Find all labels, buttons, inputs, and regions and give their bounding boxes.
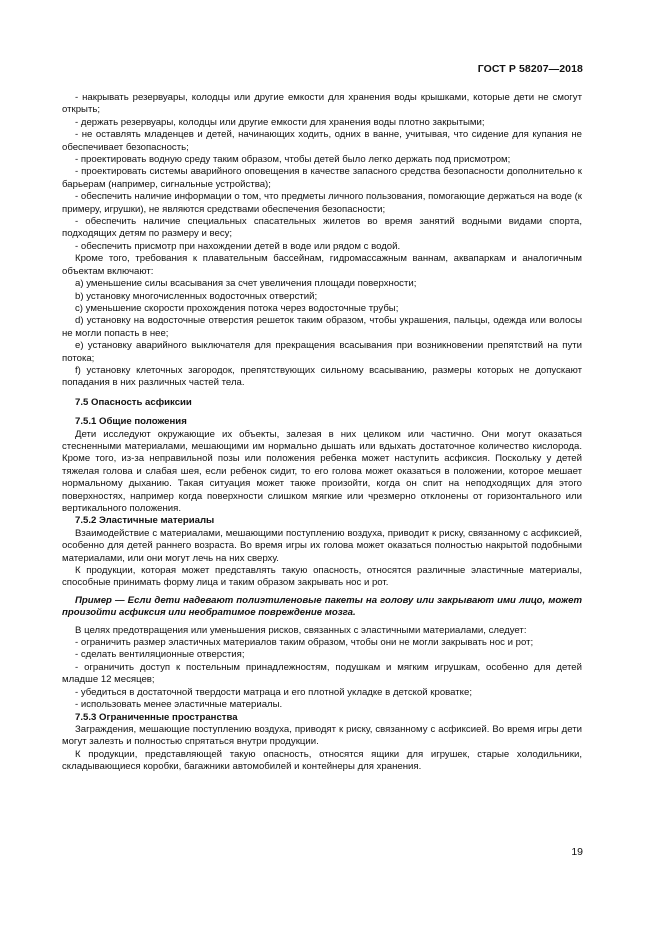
list-item: - обеспечить наличие информации о том, что предметы личного пользования, помогающие держаться на воде (к примеру, игрушки), не являются средствами обеспечения безопасности;	[62, 191, 582, 215]
paragraph: Дети исследуют окружающие их объекты, залезая в них целиком или частично. Они могут оказаться стесненными материалами, мешающими им нормально дышать или вдыхать достаточное количество кислорода. Кроме того, из-за неправильной позы или положения ребенка может наступить асфиксия. Поскольку у детей тяжелая голова и слабая шея, если ребенок сидит, то его голова может оказаться в положении, которое мешает нормальному дыханию. Такая ситуация может также произойти, когда он спит на неподходящих для этого поверхностях, например когда поверхности слишком мягкие или чрезмерно отклонены от горизонтального или вертикального положения.	[62, 428, 582, 514]
document-body	[62, 92, 582, 774]
page-number: 19	[571, 846, 583, 858]
list-item: - накрывать резервуары, колодцы или другие емкости для хранения воды крышками, которые дети не смогут открыть;	[62, 92, 582, 116]
paragraph: Кроме того, требования к плавательным бассейнам, гидромассажным ваннам, аквапаркам и аналогичным объектам включают:	[62, 253, 582, 277]
list-item: - сделать вентиляционные отверстия;	[75, 649, 245, 661]
list-item: - обеспечить наличие специальных спасательных жилетов во время занятий водными видами спорта, подходящих детям по размеру и весу;	[62, 216, 582, 240]
list-item: - обеспечить присмотр при нахождении детей в воде или рядом с водой.	[75, 240, 401, 252]
paragraph: Взаимодействие с материалами, мешающими поступлению воздуха, приводит к риску, связанному с асфиксией, особенно для детей раннего возраста. Во время игры их голова может оказаться полностью накрытой подобными материалами, или они могут лечь на них сверху.	[62, 527, 582, 564]
list-item: - ограничить доступ к постельным принадлежностям, подушкам и мягким игрушкам, особенно для детей младше 12 месяцев;	[62, 661, 582, 686]
list-item: c) уменьшение скорости прохождения потока через водосточные трубы;	[75, 302, 399, 314]
list-item: f) установку клеточных загородок, препятствующих сильному всасыванию, размеры которых не допускают попадания в них различных частей тела.	[62, 364, 582, 389]
list-item: d) установку на водосточные отверстия решеток таким образом, чтобы украшения, пальцы, одежда или волосы не могли попасть в нее;	[62, 315, 582, 339]
subsection-heading: 7.5.1 Общие положения	[75, 416, 187, 428]
list-item: b) установку многочисленных водосточных отверстий;	[75, 290, 318, 302]
paragraph: К продукции, которая может представлять такую опасность, относятся различные эластичные материалы, способные принимать форму лица и таким образом закрывать нос и рот.	[62, 565, 582, 589]
example-note: Пример — Если дети надевают полиэтиленовые пакеты на голову или закрывают ими лицо, может произойти асфиксия или необратимое повреждение мозга.	[62, 594, 582, 619]
paragraph: К продукции, представляющей такую опасность, относятся ящики для игрушек, старые холодильники, складывающиеся коробки, багажники автомобилей и контейнеры для хранения.	[62, 748, 582, 773]
list-item: - держать резервуары, колодцы или другие емкости для хранения воды плотно закрытыми;	[75, 116, 485, 128]
list-item: - ограничить размер эластичных материалов таким образом, чтобы они не могли закрывать нос и рот;	[75, 637, 534, 649]
paragraph: В целях предотвращения или уменьшения рисков, связанных с эластичными материалами, следует:	[75, 624, 527, 636]
subsection-heading: 7.5.3 Ограниченные пространства	[75, 711, 238, 723]
list-item: - проектировать водную среду таким образом, чтобы детей было легко держать под присмотром;	[75, 154, 511, 166]
section-heading: 7.5 Опасность асфиксии	[75, 396, 192, 408]
list-item: - не оставлять младенцев и детей, начинающих ходить, одних в ванне, учитывая, что сидение для купания не обеспечивает безопасность;	[62, 129, 582, 153]
list-item: - убедиться в достаточной твердости матраца и его плотной укладке в детской кроватке;	[75, 686, 472, 698]
subsection-heading: 7.5.2 Эластичные материалы	[75, 515, 215, 527]
paragraph: Заграждения, мешающие поступлению воздуха, приводят к риску, связанному с асфиксией. Во время игры дети могут залезть и полностью спрятаться внутри продукции.	[62, 723, 582, 748]
list-item: e) установку аварийного выключателя для прекращения всасывания при возникновении препятствий на пути потока;	[62, 340, 582, 364]
list-item: - проектировать системы аварийного оповещения в качестве запасного средства безопасности дополнительно к барьерам (например, сигнальные устройства);	[62, 166, 582, 190]
list-item: - использовать менее эластичные материалы.	[75, 699, 283, 711]
list-item: a) уменьшение силы всасывания за счет увеличения площади поверхности;	[75, 278, 417, 290]
document-code: ГОСТ Р 58207—2018	[477, 63, 583, 75]
